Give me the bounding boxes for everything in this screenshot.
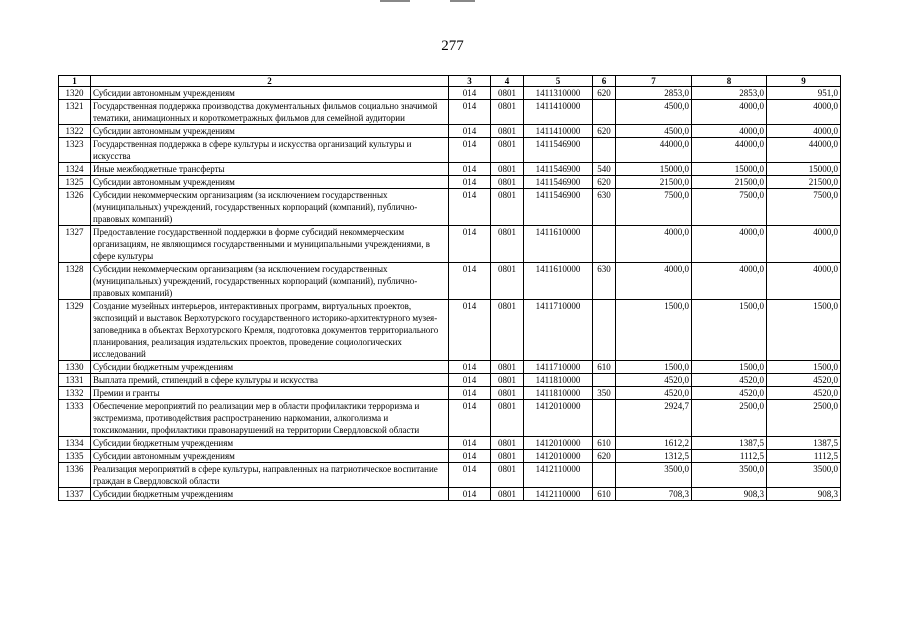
cell-amount-col8: 21500,0 [692,176,767,189]
cell-target-code: 1411610000 [524,226,593,263]
cell-target-code: 1412110000 [524,463,593,488]
cell-col3: 014 [449,387,491,400]
cell-col4: 0801 [491,163,524,176]
cell-expense-type [593,374,616,387]
cell-expense-type: 620 [593,87,616,100]
cell-amount-col9: 951,0 [767,87,841,100]
cell-amount-col9: 1387,5 [767,437,841,450]
cell-expense-type: 620 [593,176,616,189]
cell-amount-col8: 2853,0 [692,87,767,100]
row-description: Премии и гранты [91,387,449,400]
cell-target-code: 1411310000 [524,87,593,100]
header-cell: 5 [524,76,593,87]
cell-target-code: 1411546900 [524,189,593,226]
cell-col4: 0801 [491,226,524,263]
table-row [59,450,841,463]
cell-amount-col7: 2853,0 [616,87,692,100]
cell-expense-type: 350 [593,387,616,400]
row-description: Субсидии некоммерческим организациям (за исключением государственных (муниципальных) учреждений, государственных корпораций (компаний), публично-правовых компаний) [91,189,449,226]
cell-col4: 0801 [491,361,524,374]
cell-amount-col9: 4000,0 [767,263,841,300]
row-number: 1326 [59,189,91,226]
cell-amount-col7: 4000,0 [616,263,692,300]
cell-amount-col8: 44000,0 [692,138,767,163]
cell-expense-type [593,300,616,361]
table-row [59,189,841,226]
cell-amount-col7: 1612,2 [616,437,692,450]
cell-amount-col7: 708,3 [616,488,692,501]
page-number: 277 [441,38,464,54]
cell-col4: 0801 [491,437,524,450]
cell-amount-col9: 4000,0 [767,125,841,138]
cell-expense-type: 610 [593,361,616,374]
cell-expense-type: 610 [593,437,616,450]
row-description: Государственная поддержка производства документальных фильмов социально значимой тематики, анимационных и короткометражных фильмов для семейной аудитории [91,100,449,125]
cell-amount-col9: 1112,5 [767,450,841,463]
scan-edge-mark [380,0,410,2]
cell-amount-col7: 15000,0 [616,163,692,176]
row-description: Реализация мероприятий в сфере культуры, направленных на патриотическое воспитание граждан в Свердловской области [91,463,449,488]
cell-target-code: 1411710000 [524,300,593,361]
cell-amount-col7: 4500,0 [616,125,692,138]
row-number: 1337 [59,488,91,501]
cell-amount-col8: 908,3 [692,488,767,501]
row-number: 1320 [59,87,91,100]
cell-amount-col9: 3500,0 [767,463,841,488]
budget-table [58,75,841,501]
cell-col4: 0801 [491,100,524,125]
row-number: 1334 [59,437,91,450]
table-row [59,226,841,263]
cell-amount-col8: 1500,0 [692,361,767,374]
row-number: 1324 [59,163,91,176]
cell-target-code: 1411546900 [524,176,593,189]
cell-col3: 014 [449,450,491,463]
cell-amount-col7: 7500,0 [616,189,692,226]
cell-col3: 014 [449,437,491,450]
cell-col4: 0801 [491,263,524,300]
cell-target-code: 1412110000 [524,488,593,501]
row-description: Субсидии автономным учреждениям [91,450,449,463]
cell-col4: 0801 [491,138,524,163]
header-cell: 4 [491,76,524,87]
cell-expense-type [593,100,616,125]
cell-col3: 014 [449,163,491,176]
cell-col4: 0801 [491,87,524,100]
cell-col4: 0801 [491,125,524,138]
cell-amount-col8: 15000,0 [692,163,767,176]
table-row [59,374,841,387]
cell-col3: 014 [449,125,491,138]
row-description: Выплата премий, стипендий в сфере культуры и искусства [91,374,449,387]
cell-amount-col7: 3500,0 [616,463,692,488]
cell-col3: 014 [449,488,491,501]
cell-col3: 014 [449,138,491,163]
cell-col3: 014 [449,374,491,387]
cell-amount-col8: 2500,0 [692,400,767,437]
row-description: Субсидии автономным учреждениям [91,125,449,138]
row-number: 1333 [59,400,91,437]
header-cell: 7 [616,76,692,87]
cell-amount-col7: 4520,0 [616,374,692,387]
cell-amount-col8: 1387,5 [692,437,767,450]
row-number: 1336 [59,463,91,488]
cell-amount-col8: 4520,0 [692,374,767,387]
cell-amount-col8: 1112,5 [692,450,767,463]
cell-amount-col8: 4000,0 [692,263,767,300]
cell-col3: 014 [449,87,491,100]
cell-amount-col8: 3500,0 [692,463,767,488]
cell-amount-col9: 2500,0 [767,400,841,437]
table-row [59,437,841,450]
cell-amount-col9: 15000,0 [767,163,841,176]
cell-col4: 0801 [491,488,524,501]
cell-target-code: 1411410000 [524,125,593,138]
row-number: 1325 [59,176,91,189]
table-row [59,176,841,189]
row-number: 1321 [59,100,91,125]
table-row [59,387,841,400]
row-description: Иные межбюджетные трансферты [91,163,449,176]
row-number: 1331 [59,374,91,387]
cell-amount-col7: 21500,0 [616,176,692,189]
cell-col4: 0801 [491,176,524,189]
cell-expense-type [593,138,616,163]
row-description: Субсидии бюджетным учреждениям [91,437,449,450]
row-description: Субсидии некоммерческим организациям (за исключением государственных (муниципальных) учреждений, государственных корпораций (компаний), публично-правовых компаний) [91,263,449,300]
row-number: 1323 [59,138,91,163]
header-cell: 9 [767,76,841,87]
cell-col3: 014 [449,176,491,189]
cell-amount-col7: 4500,0 [616,100,692,125]
cell-col3: 014 [449,400,491,437]
row-number: 1322 [59,125,91,138]
cell-amount-col8: 4000,0 [692,100,767,125]
table-row [59,138,841,163]
cell-amount-col7: 44000,0 [616,138,692,163]
cell-col3: 014 [449,463,491,488]
row-number: 1329 [59,300,91,361]
header-cell: 6 [593,76,616,87]
cell-expense-type: 630 [593,189,616,226]
cell-col3: 014 [449,361,491,374]
cell-amount-col7: 1500,0 [616,300,692,361]
cell-amount-col9: 21500,0 [767,176,841,189]
cell-target-code: 1411710000 [524,361,593,374]
cell-amount-col8: 4520,0 [692,387,767,400]
cell-amount-col9: 1500,0 [767,361,841,374]
cell-amount-col9: 4000,0 [767,226,841,263]
cell-target-code: 1411546900 [524,138,593,163]
table-row [59,263,841,300]
table-row [59,125,841,138]
cell-amount-col9: 7500,0 [767,189,841,226]
cell-col4: 0801 [491,450,524,463]
cell-target-code: 1412010000 [524,400,593,437]
cell-expense-type [593,463,616,488]
cell-target-code: 1411810000 [524,374,593,387]
cell-amount-col8: 4000,0 [692,125,767,138]
cell-col3: 014 [449,100,491,125]
row-number: 1332 [59,387,91,400]
cell-amount-col9: 1500,0 [767,300,841,361]
table-row [59,361,841,374]
cell-target-code: 1411810000 [524,387,593,400]
cell-expense-type: 620 [593,125,616,138]
cell-col4: 0801 [491,400,524,437]
table-row [59,488,841,501]
table-row [59,163,841,176]
cell-target-code: 1412010000 [524,437,593,450]
table-row [59,300,841,361]
row-description: Государственная поддержка в сфере культуры и искусства организаций культуры и искусства [91,138,449,163]
table-row [59,463,841,488]
row-number: 1327 [59,226,91,263]
cell-col4: 0801 [491,374,524,387]
row-description: Субсидии бюджетным учреждениям [91,361,449,374]
cell-amount-col9: 4520,0 [767,374,841,387]
cell-col4: 0801 [491,300,524,361]
cell-amount-col9: 4000,0 [767,100,841,125]
cell-col3: 014 [449,300,491,361]
cell-target-code: 1412010000 [524,450,593,463]
scan-edge-mark [450,0,475,2]
header-cell: 8 [692,76,767,87]
header-row [59,76,841,87]
header-cell: 2 [91,76,449,87]
cell-expense-type: 540 [593,163,616,176]
row-number: 1335 [59,450,91,463]
row-description: Предоставление государственной поддержки в форме субсидий некоммерческим организациям, не являющимся государственными и муниципальными учреждениями, в сфере культуры [91,226,449,263]
cell-amount-col7: 2924,7 [616,400,692,437]
cell-amount-col7: 1500,0 [616,361,692,374]
cell-amount-col7: 4000,0 [616,226,692,263]
header-cell: 1 [59,76,91,87]
row-description: Субсидии автономным учреждениям [91,176,449,189]
row-number: 1328 [59,263,91,300]
row-description: Субсидии бюджетным учреждениям [91,488,449,501]
cell-amount-col8: 7500,0 [692,189,767,226]
cell-target-code: 1411546900 [524,163,593,176]
cell-col3: 014 [449,189,491,226]
cell-amount-col7: 4520,0 [616,387,692,400]
cell-amount-col9: 908,3 [767,488,841,501]
header-cell: 3 [449,76,491,87]
cell-col3: 014 [449,226,491,263]
cell-amount-col8: 1500,0 [692,300,767,361]
cell-expense-type: 610 [593,488,616,501]
cell-amount-col7: 1312,5 [616,450,692,463]
cell-expense-type [593,226,616,263]
row-number: 1330 [59,361,91,374]
cell-expense-type: 630 [593,263,616,300]
table-row [59,87,841,100]
row-description: Субсидии автономным учреждениям [91,87,449,100]
cell-amount-col8: 4000,0 [692,226,767,263]
cell-expense-type [593,400,616,437]
cell-target-code: 1411610000 [524,263,593,300]
cell-expense-type: 620 [593,450,616,463]
table-row [59,400,841,437]
cell-amount-col9: 44000,0 [767,138,841,163]
cell-target-code: 1411410000 [524,100,593,125]
row-description: Обеспечение мероприятий по реализации мер в области профилактики терроризма и экстремизма, противодействия распространению наркомании, алкоголизма и токсикомании, профилактики правонарушений на территории Свердловской области [91,400,449,437]
table-row [59,100,841,125]
cell-col4: 0801 [491,189,524,226]
row-description: Создание музейных интерьеров, интерактивных программ, виртуальных проектов, экспозиций и выставок Верхотурского государственного историко-архитектурного музея-заповедника в объектах Верхотурского Кремля, подготовка документов территориального планирования, реализация издательских проектов, проведение социологических исследований [91,300,449,361]
cell-col4: 0801 [491,387,524,400]
cell-col3: 014 [449,263,491,300]
cell-col4: 0801 [491,463,524,488]
cell-amount-col9: 4520,0 [767,387,841,400]
